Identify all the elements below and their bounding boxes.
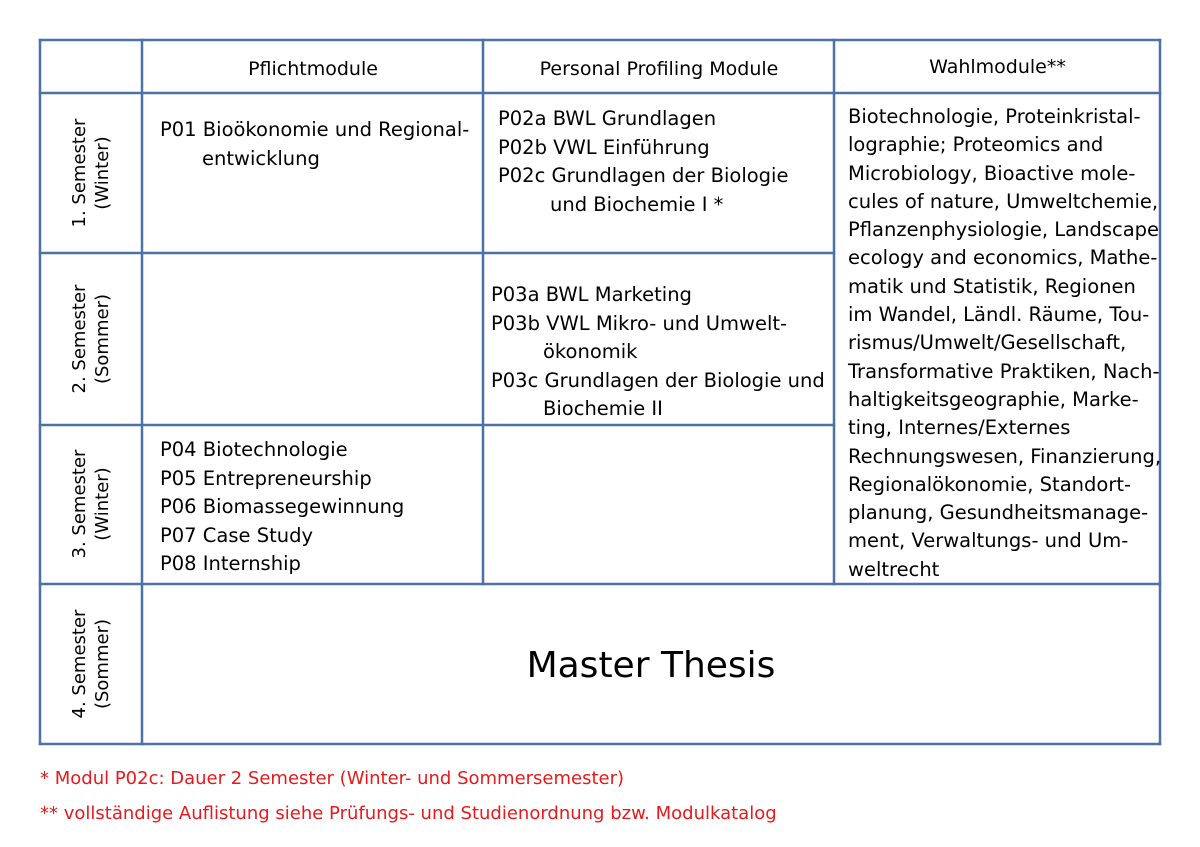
wahl-line: im Wandel, Ländl. Räume, Tou- bbox=[848, 303, 1150, 327]
header-personal-profiling-module: Personal Profiling Module bbox=[539, 58, 779, 80]
wahl-line: cules of nature, Umweltchemie, bbox=[848, 189, 1159, 213]
master-thesis-cell bbox=[143, 586, 1159, 744]
footnote-1: * Modul P02c: Dauer 2 Semester (Winter- und Sommersemester) bbox=[40, 768, 625, 789]
wahl-line: planung, Gesundheitsmanage- bbox=[848, 501, 1149, 525]
module-p02b: P02b VWL Einführung bbox=[498, 135, 710, 159]
wahl-line: matik und Statistik, Regionen bbox=[848, 274, 1136, 298]
module-p02c: P02c Grundlagen der Biologie bbox=[498, 164, 789, 187]
module-p03a: P03a BWL Marketing bbox=[491, 283, 692, 306]
wahl-line: ment, Verwaltungs- und Um- bbox=[848, 529, 1129, 553]
header-wahlmodule: Wahlmodule** bbox=[929, 56, 1066, 78]
wahl-line: Biotechnologie, Proteinkristal- bbox=[848, 105, 1141, 128]
module-p03b: P03b VWL Mikro- und Umwelt- bbox=[491, 311, 788, 335]
module-p03b-continued: ökonomik bbox=[543, 340, 638, 363]
wahl-line: ting, Internes/Externes bbox=[848, 416, 1071, 440]
wahl-line: Microbiology, Bioactive mole- bbox=[848, 161, 1136, 185]
sem3-pflicht-cell bbox=[160, 436, 404, 579]
module-p02a: P02a BWL Grundlagen bbox=[498, 107, 717, 130]
module-p07: P07 Case Study bbox=[160, 523, 313, 547]
wahlmodule-list bbox=[848, 103, 1162, 584]
wahl-line: rismus/Umwelt/Gesellschaft, bbox=[848, 331, 1127, 355]
module-p01-continued: entwicklung bbox=[202, 146, 320, 170]
wahl-line: haltigkeitsgeographie, Marke- bbox=[848, 387, 1139, 411]
footnote-2: ** vollständige Auflistung siehe Prüfungs- und Studienordnung bzw. Modulkatalog bbox=[40, 803, 777, 824]
master-thesis-label: Master Thesis bbox=[526, 644, 776, 686]
module-p04: P04 Biotechnologie bbox=[160, 438, 348, 461]
sem2-profiling-cell bbox=[491, 281, 825, 424]
module-p02c-continued: und Biochemie I * bbox=[550, 192, 724, 216]
sem1-profiling-cell bbox=[498, 105, 788, 219]
wahl-line: Rechnungswesen, Finanzierung, bbox=[848, 444, 1162, 468]
module-p01: P01 Bioökonomie und Regional- bbox=[160, 118, 470, 141]
module-p08: P08 Internship bbox=[160, 552, 301, 575]
wahl-line: Pflanzenphysiologie, Landscape bbox=[848, 218, 1160, 242]
sem1-pflicht-cell bbox=[160, 116, 469, 173]
module-p03c-continued: Biochemie II bbox=[543, 397, 663, 420]
wahl-line: lographie; Proteomics and bbox=[848, 133, 1104, 157]
module-p05: P05 Entrepreneurship bbox=[160, 466, 372, 490]
module-p06: P06 Biomassegewinnung bbox=[160, 495, 405, 518]
wahl-line: Regionalökonomie, Standort- bbox=[848, 472, 1132, 496]
wahl-line: weltrecht bbox=[848, 557, 940, 581]
header-pflichtmodule: Pflichtmodule bbox=[248, 58, 378, 80]
module-p03c: P03c Grundlagen der Biologie und bbox=[491, 368, 825, 392]
wahl-line: ecology and economics, Mathe- bbox=[848, 246, 1158, 270]
wahl-line: Transformative Praktiken, Nach- bbox=[848, 359, 1160, 383]
